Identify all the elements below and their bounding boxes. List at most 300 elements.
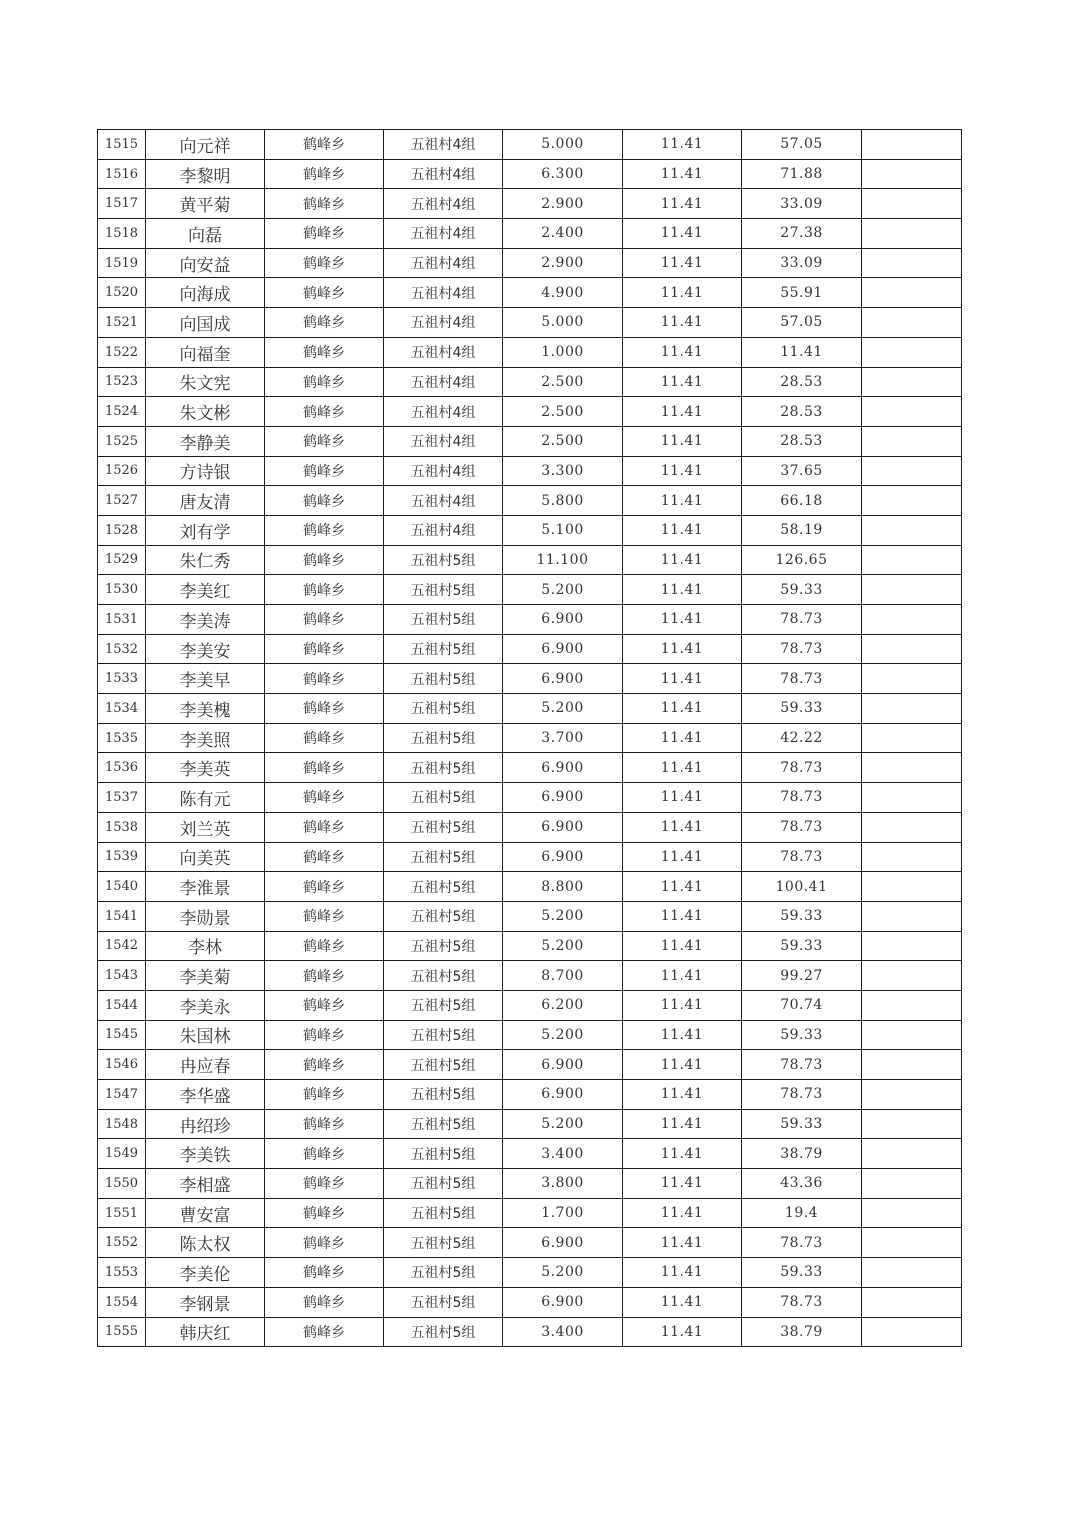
- area-value: 6.900: [503, 812, 623, 842]
- village-group: 五祖村4组: [384, 219, 503, 249]
- person-name: 曹安富: [146, 1198, 265, 1228]
- area-value: 2.500: [503, 397, 623, 427]
- area-value: 2.400: [503, 219, 623, 249]
- unit-rate: 11.41: [623, 397, 742, 427]
- row-number: 1553: [98, 1258, 146, 1288]
- area-value: 1.000: [503, 337, 623, 367]
- amount-value: 99.27: [742, 961, 862, 991]
- remarks-cell: [862, 931, 962, 961]
- township: 鹤峰乡: [265, 159, 384, 189]
- area-value: 6.200: [503, 990, 623, 1020]
- remarks-cell: [862, 159, 962, 189]
- village-group: 五祖村4组: [384, 426, 503, 456]
- area-value: 5.200: [503, 1258, 623, 1288]
- row-number: 1531: [98, 605, 146, 635]
- area-value: 5.200: [503, 1109, 623, 1139]
- unit-rate: 11.41: [623, 1139, 742, 1169]
- amount-value: 28.53: [742, 397, 862, 427]
- remarks-cell: [862, 961, 962, 991]
- village-group: 五祖村5组: [384, 1050, 503, 1080]
- person-name: 方诗银: [146, 456, 265, 486]
- person-name: 李淮景: [146, 872, 265, 902]
- amount-value: 78.73: [742, 634, 862, 664]
- person-name: 向元祥: [146, 130, 265, 160]
- table-row: [98, 753, 962, 783]
- row-number: 1549: [98, 1139, 146, 1169]
- village-group: 五祖村4组: [384, 159, 503, 189]
- table-row: [98, 219, 962, 249]
- unit-rate: 11.41: [623, 872, 742, 902]
- remarks-cell: [862, 1109, 962, 1139]
- remarks-cell: [862, 694, 962, 724]
- row-number: 1533: [98, 664, 146, 694]
- village-group: 五祖村5组: [384, 1020, 503, 1050]
- village-group: 五祖村5组: [384, 1228, 503, 1258]
- village-group: 五祖村4组: [384, 278, 503, 308]
- remarks-cell: [862, 872, 962, 902]
- village-group: 五祖村4组: [384, 189, 503, 219]
- village-group: 五祖村5组: [384, 961, 503, 991]
- unit-rate: 11.41: [623, 723, 742, 753]
- table-row: [98, 545, 962, 575]
- person-name: 陈太权: [146, 1228, 265, 1258]
- area-value: 8.700: [503, 961, 623, 991]
- village-group: 五祖村4组: [384, 456, 503, 486]
- area-value: 3.700: [503, 723, 623, 753]
- table-row: [98, 990, 962, 1020]
- unit-rate: 11.41: [623, 842, 742, 872]
- village-group: 五祖村4组: [384, 248, 503, 278]
- amount-value: 66.18: [742, 486, 862, 516]
- person-name: 李黎明: [146, 159, 265, 189]
- remarks-cell: [862, 545, 962, 575]
- township: 鹤峰乡: [265, 990, 384, 1020]
- amount-value: 78.73: [742, 1228, 862, 1258]
- remarks-cell: [862, 248, 962, 278]
- table-row: [98, 664, 962, 694]
- amount-value: 43.36: [742, 1169, 862, 1199]
- village-group: 五祖村4组: [384, 397, 503, 427]
- unit-rate: 11.41: [623, 545, 742, 575]
- person-name: 李林: [146, 931, 265, 961]
- remarks-cell: [862, 1317, 962, 1347]
- amount-value: 28.53: [742, 426, 862, 456]
- table-row: [98, 575, 962, 605]
- township: 鹤峰乡: [265, 248, 384, 278]
- row-number: 1516: [98, 159, 146, 189]
- remarks-cell: [862, 1258, 962, 1288]
- person-name: 刘兰英: [146, 812, 265, 842]
- person-name: 向磊: [146, 219, 265, 249]
- unit-rate: 11.41: [623, 1287, 742, 1317]
- township: 鹤峰乡: [265, 901, 384, 931]
- person-name: 李美早: [146, 664, 265, 694]
- person-name: 朱国林: [146, 1020, 265, 1050]
- township: 鹤峰乡: [265, 931, 384, 961]
- table-row: [98, 634, 962, 664]
- village-group: 五祖村5组: [384, 1080, 503, 1110]
- unit-rate: 11.41: [623, 1258, 742, 1288]
- table-row: [98, 337, 962, 367]
- area-value: 6.900: [503, 1287, 623, 1317]
- row-number: 1524: [98, 397, 146, 427]
- township: 鹤峰乡: [265, 456, 384, 486]
- amount-value: 57.05: [742, 308, 862, 338]
- remarks-cell: [862, 783, 962, 813]
- area-value: 3.400: [503, 1139, 623, 1169]
- row-number: 1554: [98, 1287, 146, 1317]
- remarks-cell: [862, 723, 962, 753]
- township: 鹤峰乡: [265, 1139, 384, 1169]
- amount-value: 78.73: [742, 1080, 862, 1110]
- table-row: [98, 723, 962, 753]
- person-name: 李华盛: [146, 1080, 265, 1110]
- township: 鹤峰乡: [265, 337, 384, 367]
- area-value: 5.000: [503, 308, 623, 338]
- unit-rate: 11.41: [623, 515, 742, 545]
- person-name: 李美安: [146, 634, 265, 664]
- amount-value: 59.33: [742, 1258, 862, 1288]
- unit-rate: 11.41: [623, 426, 742, 456]
- amount-value: 58.19: [742, 515, 862, 545]
- remarks-cell: [862, 634, 962, 664]
- township: 鹤峰乡: [265, 575, 384, 605]
- person-name: 李美槐: [146, 694, 265, 724]
- township: 鹤峰乡: [265, 1228, 384, 1258]
- table-row: [98, 515, 962, 545]
- table-row: [98, 189, 962, 219]
- table-row: [98, 1317, 962, 1347]
- area-value: 6.900: [503, 664, 623, 694]
- village-group: 五祖村5组: [384, 1198, 503, 1228]
- remarks-cell: [862, 397, 962, 427]
- remarks-cell: [862, 337, 962, 367]
- area-value: 2.900: [503, 248, 623, 278]
- amount-value: 78.73: [742, 842, 862, 872]
- unit-rate: 11.41: [623, 367, 742, 397]
- township: 鹤峰乡: [265, 1317, 384, 1347]
- remarks-cell: [862, 1139, 962, 1169]
- area-value: 3.400: [503, 1317, 623, 1347]
- township: 鹤峰乡: [265, 812, 384, 842]
- village-group: 五祖村5组: [384, 872, 503, 902]
- data-table-container: [97, 129, 961, 1347]
- row-number: 1517: [98, 189, 146, 219]
- row-number: 1544: [98, 990, 146, 1020]
- row-number: 1526: [98, 456, 146, 486]
- amount-value: 28.53: [742, 367, 862, 397]
- row-number: 1532: [98, 634, 146, 664]
- table-row: [98, 783, 962, 813]
- person-name: 朱文彬: [146, 397, 265, 427]
- row-number: 1527: [98, 486, 146, 516]
- amount-value: 78.73: [742, 605, 862, 635]
- table-row: [98, 694, 962, 724]
- area-value: 5.200: [503, 575, 623, 605]
- area-value: 1.700: [503, 1198, 623, 1228]
- unit-rate: 11.41: [623, 1020, 742, 1050]
- village-group: 五祖村5组: [384, 545, 503, 575]
- table-row: [98, 1258, 962, 1288]
- table-row: [98, 1050, 962, 1080]
- village-group: 五祖村5组: [384, 783, 503, 813]
- unit-rate: 11.41: [623, 1198, 742, 1228]
- remarks-cell: [862, 130, 962, 160]
- remarks-cell: [862, 1169, 962, 1199]
- amount-value: 42.22: [742, 723, 862, 753]
- amount-value: 11.41: [742, 337, 862, 367]
- person-name: 李美永: [146, 990, 265, 1020]
- area-value: 6.900: [503, 1080, 623, 1110]
- remarks-cell: [862, 1287, 962, 1317]
- unit-rate: 11.41: [623, 278, 742, 308]
- unit-rate: 11.41: [623, 1050, 742, 1080]
- row-number: 1530: [98, 575, 146, 605]
- village-group: 五祖村5组: [384, 634, 503, 664]
- township: 鹤峰乡: [265, 308, 384, 338]
- subsidy-table: [97, 129, 962, 1347]
- village-group: 五祖村4组: [384, 515, 503, 545]
- row-number: 1518: [98, 219, 146, 249]
- township: 鹤峰乡: [265, 1258, 384, 1288]
- village-group: 五祖村5组: [384, 842, 503, 872]
- table-row: [98, 397, 962, 427]
- township: 鹤峰乡: [265, 1020, 384, 1050]
- amount-value: 59.33: [742, 1020, 862, 1050]
- village-group: 五祖村5组: [384, 1258, 503, 1288]
- unit-rate: 11.41: [623, 753, 742, 783]
- township: 鹤峰乡: [265, 545, 384, 575]
- amount-value: 55.91: [742, 278, 862, 308]
- remarks-cell: [862, 1020, 962, 1050]
- row-number: 1519: [98, 248, 146, 278]
- person-name: 李美菊: [146, 961, 265, 991]
- village-group: 五祖村5组: [384, 694, 503, 724]
- unit-rate: 11.41: [623, 931, 742, 961]
- remarks-cell: [862, 575, 962, 605]
- table-row: [98, 605, 962, 635]
- person-name: 李美涛: [146, 605, 265, 635]
- unit-rate: 11.41: [623, 1109, 742, 1139]
- person-name: 李相盛: [146, 1169, 265, 1199]
- row-number: 1521: [98, 308, 146, 338]
- area-value: 6.900: [503, 1228, 623, 1258]
- unit-rate: 11.41: [623, 308, 742, 338]
- amount-value: 78.73: [742, 783, 862, 813]
- amount-value: 38.79: [742, 1139, 862, 1169]
- remarks-cell: [862, 367, 962, 397]
- row-number: 1537: [98, 783, 146, 813]
- township: 鹤峰乡: [265, 694, 384, 724]
- unit-rate: 11.41: [623, 783, 742, 813]
- amount-value: 59.33: [742, 901, 862, 931]
- person-name: 李静美: [146, 426, 265, 456]
- unit-rate: 11.41: [623, 605, 742, 635]
- remarks-cell: [862, 426, 962, 456]
- table-row: [98, 486, 962, 516]
- unit-rate: 11.41: [623, 189, 742, 219]
- village-group: 五祖村5组: [384, 1317, 503, 1347]
- table-row: [98, 1228, 962, 1258]
- row-number: 1540: [98, 872, 146, 902]
- person-name: 刘有学: [146, 515, 265, 545]
- area-value: 3.300: [503, 456, 623, 486]
- row-number: 1515: [98, 130, 146, 160]
- village-group: 五祖村4组: [384, 486, 503, 516]
- row-number: 1538: [98, 812, 146, 842]
- village-group: 五祖村4组: [384, 308, 503, 338]
- unit-rate: 11.41: [623, 456, 742, 486]
- unit-rate: 11.41: [623, 634, 742, 664]
- person-name: 陈有元: [146, 783, 265, 813]
- amount-value: 59.33: [742, 694, 862, 724]
- village-group: 五祖村5组: [384, 1169, 503, 1199]
- township: 鹤峰乡: [265, 723, 384, 753]
- amount-value: 70.74: [742, 990, 862, 1020]
- village-group: 五祖村5组: [384, 901, 503, 931]
- township: 鹤峰乡: [265, 426, 384, 456]
- village-group: 五祖村5组: [384, 1109, 503, 1139]
- row-number: 1535: [98, 723, 146, 753]
- row-number: 1541: [98, 901, 146, 931]
- amount-value: 57.05: [742, 130, 862, 160]
- table-row: [98, 901, 962, 931]
- township: 鹤峰乡: [265, 1080, 384, 1110]
- unit-rate: 11.41: [623, 219, 742, 249]
- township: 鹤峰乡: [265, 1109, 384, 1139]
- remarks-cell: [862, 1080, 962, 1110]
- village-group: 五祖村5组: [384, 812, 503, 842]
- person-name: 李美英: [146, 753, 265, 783]
- remarks-cell: [862, 219, 962, 249]
- amount-value: 33.09: [742, 189, 862, 219]
- area-value: 5.100: [503, 515, 623, 545]
- row-number: 1528: [98, 515, 146, 545]
- village-group: 五祖村5组: [384, 753, 503, 783]
- area-value: 6.900: [503, 783, 623, 813]
- person-name: 李美铁: [146, 1139, 265, 1169]
- table-row: [98, 872, 962, 902]
- area-value: 5.000: [503, 130, 623, 160]
- village-group: 五祖村5组: [384, 723, 503, 753]
- table-row: [98, 1139, 962, 1169]
- person-name: 李美伦: [146, 1258, 265, 1288]
- row-number: 1552: [98, 1228, 146, 1258]
- row-number: 1548: [98, 1109, 146, 1139]
- amount-value: 78.73: [742, 753, 862, 783]
- township: 鹤峰乡: [265, 1050, 384, 1080]
- person-name: 向海成: [146, 278, 265, 308]
- township: 鹤峰乡: [265, 1287, 384, 1317]
- person-name: 李钢景: [146, 1287, 265, 1317]
- area-value: 8.800: [503, 872, 623, 902]
- unit-rate: 11.41: [623, 901, 742, 931]
- person-name: 唐友清: [146, 486, 265, 516]
- remarks-cell: [862, 456, 962, 486]
- unit-rate: 11.41: [623, 990, 742, 1020]
- township: 鹤峰乡: [265, 872, 384, 902]
- area-value: 5.200: [503, 901, 623, 931]
- area-value: 6.900: [503, 634, 623, 664]
- amount-value: 126.65: [742, 545, 862, 575]
- table-row: [98, 1109, 962, 1139]
- village-group: 五祖村5组: [384, 931, 503, 961]
- unit-rate: 11.41: [623, 961, 742, 991]
- area-value: 6.900: [503, 1050, 623, 1080]
- unit-rate: 11.41: [623, 130, 742, 160]
- area-value: 6.300: [503, 159, 623, 189]
- township: 鹤峰乡: [265, 486, 384, 516]
- remarks-cell: [862, 1050, 962, 1080]
- row-number: 1543: [98, 961, 146, 991]
- unit-rate: 11.41: [623, 337, 742, 367]
- township: 鹤峰乡: [265, 278, 384, 308]
- row-number: 1546: [98, 1050, 146, 1080]
- row-number: 1545: [98, 1020, 146, 1050]
- table-row: [98, 812, 962, 842]
- area-value: 6.900: [503, 842, 623, 872]
- area-value: 5.200: [503, 931, 623, 961]
- unit-rate: 11.41: [623, 1080, 742, 1110]
- township: 鹤峰乡: [265, 753, 384, 783]
- remarks-cell: [862, 189, 962, 219]
- table-row: [98, 367, 962, 397]
- person-name: 向国成: [146, 308, 265, 338]
- township: 鹤峰乡: [265, 219, 384, 249]
- row-number: 1534: [98, 694, 146, 724]
- area-value: 5.800: [503, 486, 623, 516]
- row-number: 1539: [98, 842, 146, 872]
- amount-value: 37.65: [742, 456, 862, 486]
- amount-value: 38.79: [742, 1317, 862, 1347]
- township: 鹤峰乡: [265, 189, 384, 219]
- table-row: [98, 1169, 962, 1199]
- row-number: 1529: [98, 545, 146, 575]
- village-group: 五祖村5组: [384, 1139, 503, 1169]
- unit-rate: 11.41: [623, 1317, 742, 1347]
- row-number: 1522: [98, 337, 146, 367]
- area-value: 2.900: [503, 189, 623, 219]
- township: 鹤峰乡: [265, 367, 384, 397]
- area-value: 4.900: [503, 278, 623, 308]
- township: 鹤峰乡: [265, 664, 384, 694]
- township: 鹤峰乡: [265, 842, 384, 872]
- area-value: 2.500: [503, 426, 623, 456]
- row-number: 1536: [98, 753, 146, 783]
- unit-rate: 11.41: [623, 248, 742, 278]
- row-number: 1550: [98, 1169, 146, 1199]
- table-row: [98, 159, 962, 189]
- row-number: 1520: [98, 278, 146, 308]
- person-name: 向美英: [146, 842, 265, 872]
- amount-value: 78.73: [742, 812, 862, 842]
- unit-rate: 11.41: [623, 664, 742, 694]
- area-value: 6.900: [503, 605, 623, 635]
- unit-rate: 11.41: [623, 812, 742, 842]
- remarks-cell: [862, 1228, 962, 1258]
- table-row: [98, 931, 962, 961]
- person-name: 向安益: [146, 248, 265, 278]
- village-group: 五祖村5组: [384, 575, 503, 605]
- row-number: 1542: [98, 931, 146, 961]
- village-group: 五祖村5组: [384, 1287, 503, 1317]
- township: 鹤峰乡: [265, 130, 384, 160]
- row-number: 1525: [98, 426, 146, 456]
- township: 鹤峰乡: [265, 1169, 384, 1199]
- remarks-cell: [862, 664, 962, 694]
- table-row: [98, 961, 962, 991]
- table-row: [98, 1020, 962, 1050]
